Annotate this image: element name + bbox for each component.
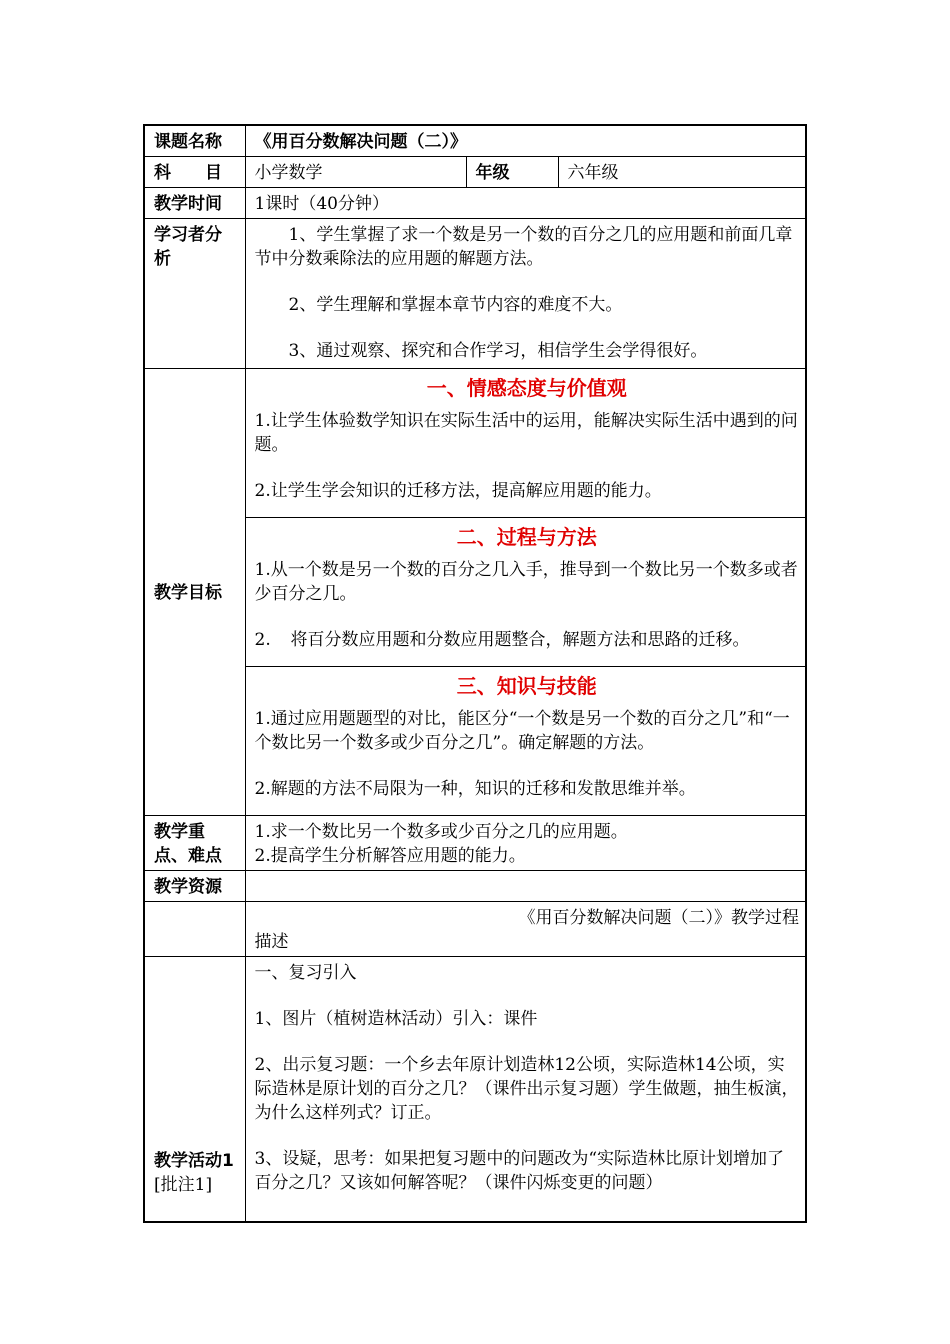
goals-2-item-2-num: 2.	[254, 630, 271, 650]
activity-label-cell	[144, 957, 245, 1222]
subject-row	[144, 157, 806, 188]
keypoints-item-1: 1.求一个数比另一个数多或少百分之几的应用题。	[254, 822, 628, 842]
goals-2-item-2	[255, 628, 800, 652]
subject-label	[144, 157, 245, 188]
goals-3-item-2: 2.解题的方法不局限为一种，知识的迁移和发散思维并举。	[254, 779, 696, 799]
lesson-plan-table	[143, 124, 807, 1223]
grade-label: 年级	[466, 157, 558, 188]
activity-item-3: 2、出示复习题：一个乡去年原计划造林12公顷，实际造林14公顷，实际造林是原计划的百分之几？（课件出示复习题）学生做题，抽生板演，为什么这样列式？订正。	[254, 1055, 799, 1123]
resources-value	[245, 871, 806, 902]
activity-row	[144, 957, 806, 1222]
time-value: 1课时（40分钟）	[245, 188, 806, 219]
activity-item-4: 3、设疑，思考：如果把复习题中的问题改为“实际造林比原计划增加了百分之几？又该如何解答呢？（课件闪烁变更的问题）	[254, 1149, 785, 1193]
course-row	[144, 125, 806, 157]
time-row	[144, 188, 806, 219]
goals-heading-3: 三、知识与技能	[456, 674, 597, 698]
goals-2-item-2-text: 将百分数应用题和分数应用题整合，解题方法和思路的迁移。	[290, 630, 750, 650]
process-row	[144, 902, 806, 957]
activity-content	[245, 957, 806, 1222]
course-label: 课题名称	[144, 125, 245, 157]
goals-section-1	[245, 369, 806, 518]
activity-note: [批注1]	[154, 1174, 213, 1195]
goals-section-2	[245, 518, 806, 667]
resources-row	[144, 871, 806, 902]
time-label: 教学时间	[144, 188, 245, 219]
goals-1-item-1: 1.让学生体验数学知识在实际生活中的运用，能解决实际生活中遇到的问题。	[254, 411, 798, 455]
course-title: 《用百分数解决问题（二）》	[245, 125, 806, 157]
goals-row-1	[144, 369, 806, 518]
subject-value: 小学数学	[245, 157, 466, 188]
grade-value: 六年级	[558, 157, 806, 188]
learner-item-3: 3、通过观察、探究和合作学习，相信学生会学得很好。	[288, 341, 708, 361]
learner-label: 学习者分析	[144, 219, 245, 369]
process-title-line-1: 《用百分数解决问题（二）》教学过程	[518, 908, 800, 928]
activity-item-2: 1、图片（植树造林活动）引入：课件	[254, 1009, 538, 1029]
process-title	[245, 902, 806, 957]
learner-item-2: 2、学生理解和掌握本章节内容的难度不大。	[288, 295, 623, 315]
goals-label: 教学目标	[144, 369, 245, 816]
goals-1-item-2: 2.让学生学会知识的迁移方法，提高解应用题的能力。	[254, 481, 662, 501]
process-label-empty	[144, 902, 245, 957]
activity-label: 教学活动1	[154, 1150, 234, 1171]
learner-content	[245, 219, 806, 369]
goals-section-3	[245, 667, 806, 816]
goals-3-item-1: 1.通过应用题题型的对比，能区分“一个数是另一个数的百分之几”和“一个数比另一个数多或少百分之几”。确定解题的方法。	[254, 709, 790, 753]
keypoints-content	[245, 816, 806, 871]
keypoints-item-2: 2.提高学生分析解答应用题的能力。	[254, 846, 526, 866]
process-title-line-2: 描述	[254, 932, 289, 952]
goals-2-item-1: 1.从一个数是另一个数的百分之几入手，推导到一个数比另一个数多或者少百分之几。	[254, 560, 798, 604]
activity-item-1: 一、复习引入	[254, 963, 357, 983]
subject-label-text: 科 目	[154, 163, 222, 183]
learner-row	[144, 219, 806, 369]
keypoints-row	[144, 816, 806, 871]
resources-label: 教学资源	[144, 871, 245, 902]
goals-heading-1: 一、情感态度与价值观	[426, 376, 627, 400]
goals-heading-2: 二、过程与方法	[456, 525, 597, 549]
keypoints-label: 教学重点、难点	[144, 816, 245, 871]
learner-item-1: 1、学生掌握了求一个数是另一个数的百分之几的应用题和前面几章节中分数乘除法的应用题的解题方法。	[254, 225, 793, 269]
